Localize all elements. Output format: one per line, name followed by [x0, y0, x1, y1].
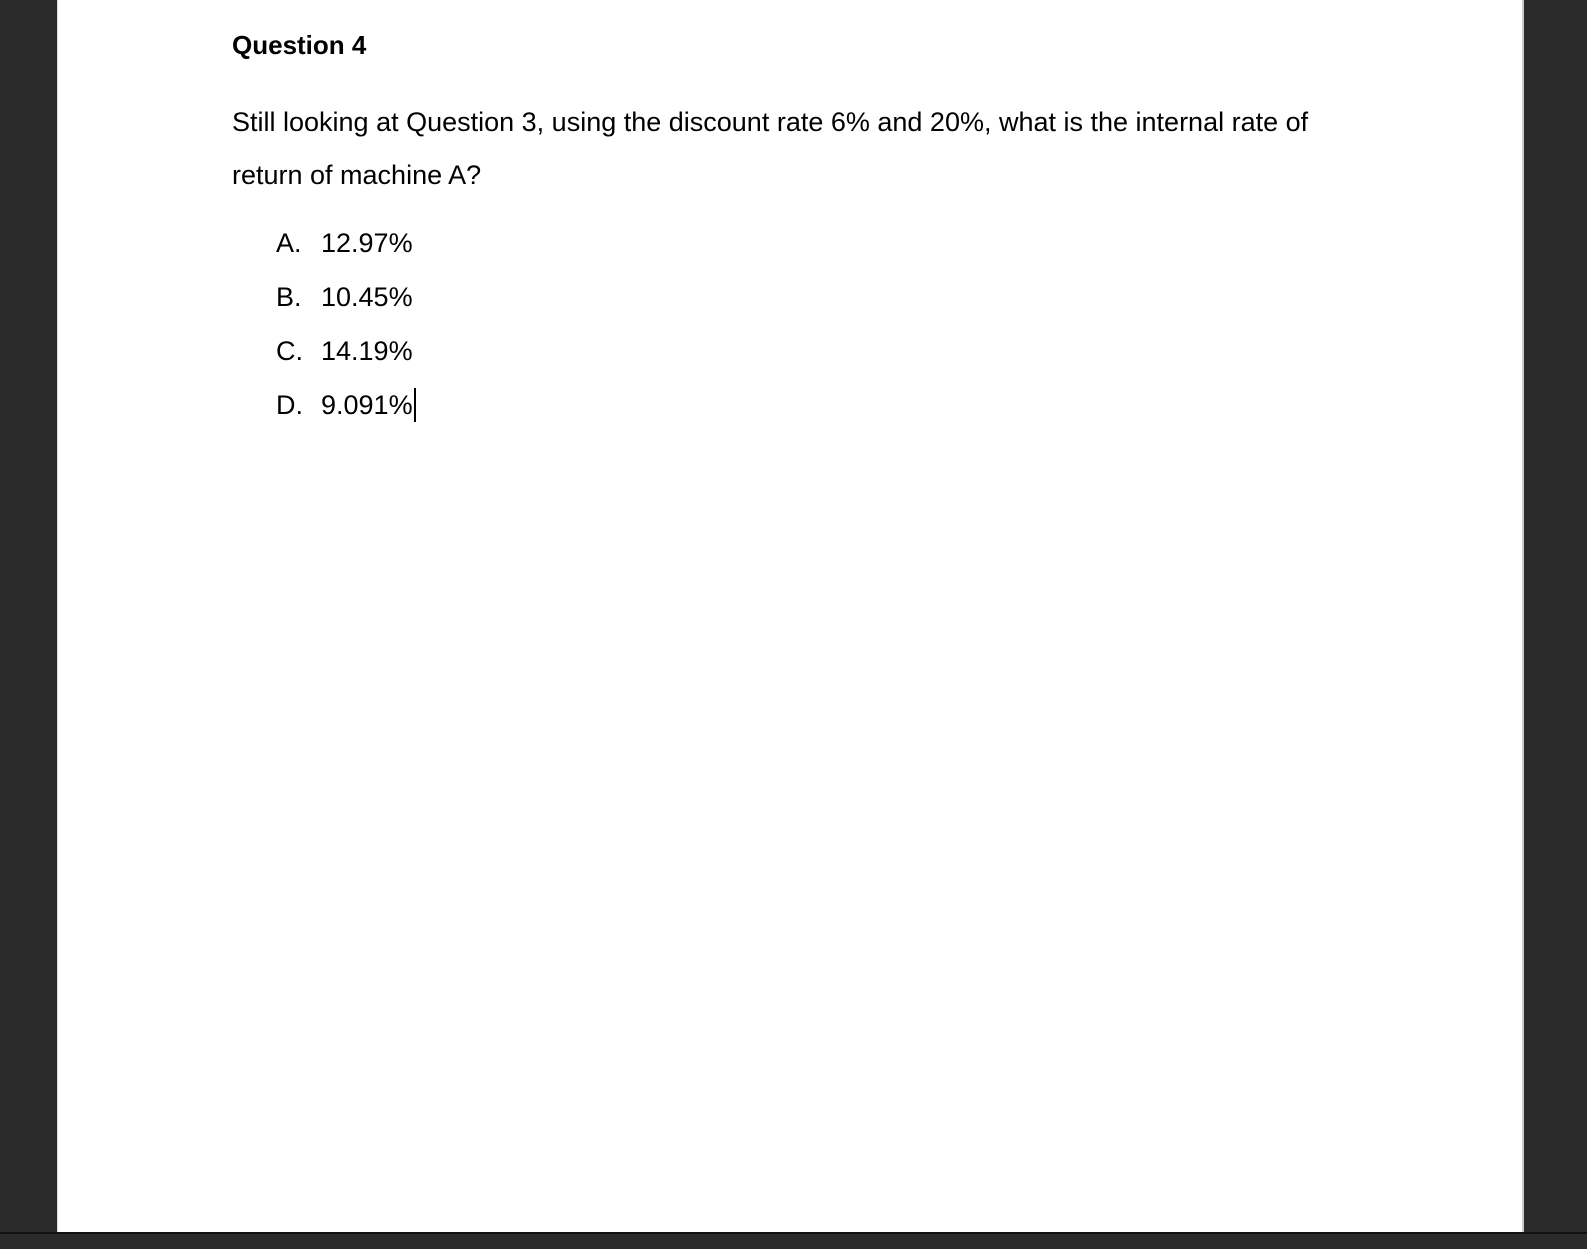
question-title: Question 4: [232, 30, 367, 60]
answer-options-list: [276, 216, 416, 432]
page-bottom-border: [0, 1232, 1587, 1234]
option-value: 10.45%: [321, 282, 413, 312]
question-text-line-2: return of machine A?: [232, 160, 482, 190]
option-value: 12.97%: [321, 228, 413, 258]
option-letter: A.: [276, 228, 302, 258]
document-page[interactable]: [57, 0, 1524, 1232]
option-letter: D.: [276, 390, 303, 420]
option-value: 14.19%: [321, 336, 413, 366]
answer-option-d[interactable]: [276, 378, 416, 432]
answer-option-a[interactable]: [276, 216, 416, 270]
question-text-line-1: Still looking at Question 3, using the discount rate 6% and 20%, what is the internal rate of: [232, 107, 1309, 137]
text-cursor: [414, 388, 416, 422]
option-letter: C.: [276, 336, 303, 366]
answer-option-b[interactable]: [276, 270, 416, 324]
option-letter: B.: [276, 282, 302, 312]
question-text: [232, 96, 1382, 202]
option-value: 9.091%: [321, 390, 413, 420]
answer-option-c[interactable]: [276, 324, 416, 378]
